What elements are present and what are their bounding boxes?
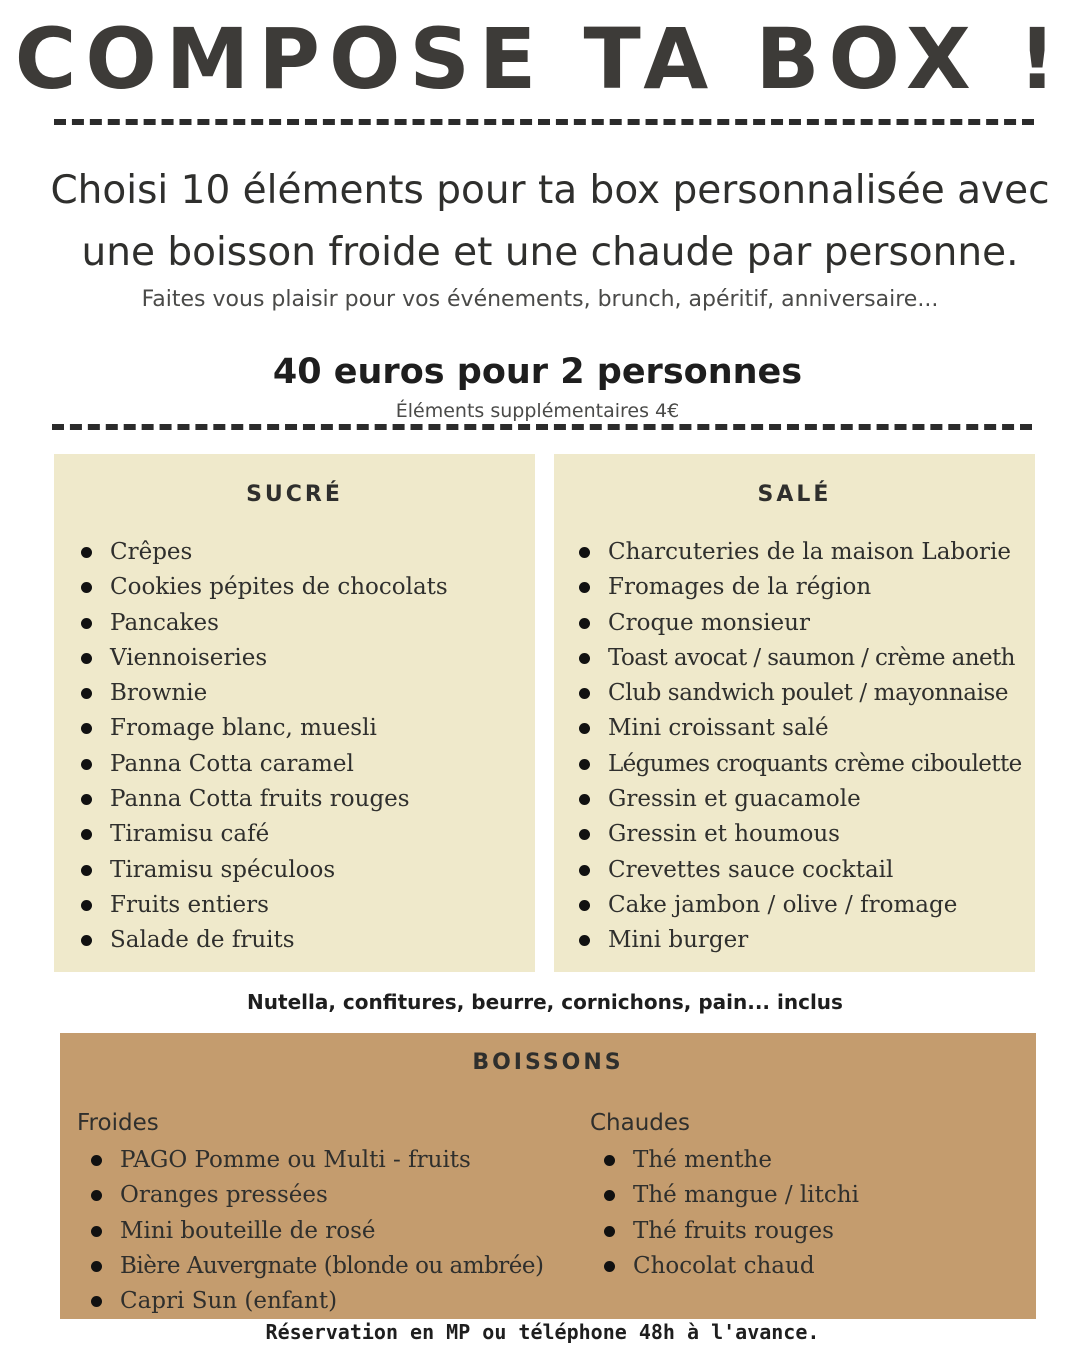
bullet-icon bbox=[91, 1296, 102, 1307]
bullet-icon bbox=[579, 865, 590, 876]
list-item: Viennoiseries bbox=[110, 641, 448, 676]
list-item: Salade de fruits bbox=[110, 923, 448, 958]
list-item: Capri Sun (enfant) bbox=[120, 1284, 544, 1319]
list-item: Gressin et guacamole bbox=[608, 782, 1022, 817]
sale-title: SALÉ bbox=[757, 482, 832, 507]
divider-price bbox=[52, 424, 1032, 430]
bullet-icon bbox=[579, 547, 590, 558]
price-heading: 40 euros pour 2 personnes bbox=[272, 352, 803, 392]
bullet-icon bbox=[81, 653, 92, 664]
list-item: Cookies pépites de chocolats bbox=[110, 570, 448, 605]
list-item: Thé menthe bbox=[633, 1143, 859, 1178]
bullet-icon bbox=[91, 1155, 102, 1166]
list-item: Mini croissant salé bbox=[608, 711, 1022, 746]
list-item: Panna Cotta fruits rouges bbox=[110, 782, 448, 817]
bullet-icon bbox=[81, 900, 92, 911]
list-item: Tiramisu spéculoos bbox=[110, 853, 448, 888]
list-item: Oranges pressées bbox=[120, 1178, 544, 1213]
sucre-panel bbox=[54, 454, 535, 972]
bullet-icon bbox=[579, 723, 590, 734]
bullet-icon bbox=[91, 1190, 102, 1201]
list-item: Bière Auvergnate (blonde ou ambrée) bbox=[120, 1249, 544, 1284]
bullet-icon bbox=[579, 829, 590, 840]
list-item: Toast avocat / saumon / crème aneth bbox=[608, 641, 1022, 676]
chaudes-title: Chaudes bbox=[590, 1110, 691, 1136]
boissons-panel bbox=[60, 1033, 1036, 1319]
sale-list bbox=[608, 535, 1022, 959]
list-item: Fromages de la région bbox=[608, 570, 1022, 605]
bullet-icon bbox=[579, 653, 590, 664]
bullet-icon bbox=[81, 935, 92, 946]
list-item: Tiramisu café bbox=[110, 817, 448, 852]
boissons-title: BOISSONS bbox=[472, 1050, 624, 1075]
bullet-icon bbox=[604, 1261, 615, 1272]
reservation-note: Réservation en MP ou téléphone 48h à l'avance. bbox=[265, 1320, 820, 1344]
sucre-title: SUCRÉ bbox=[246, 482, 343, 507]
list-item: Brownie bbox=[110, 676, 448, 711]
bullet-icon bbox=[579, 794, 590, 805]
list-item: Cake jambon / olive / fromage bbox=[608, 888, 1022, 923]
bullet-icon bbox=[81, 688, 92, 699]
froides-title: Froides bbox=[77, 1110, 159, 1136]
bullet-icon bbox=[81, 582, 92, 593]
bullet-icon bbox=[579, 582, 590, 593]
bullet-icon bbox=[604, 1226, 615, 1237]
list-item: Chocolat chaud bbox=[633, 1249, 859, 1284]
bullet-icon bbox=[81, 759, 92, 770]
bullet-icon bbox=[604, 1155, 615, 1166]
intro-text bbox=[10, 160, 1080, 284]
bullet-icon bbox=[81, 794, 92, 805]
bullet-icon bbox=[579, 688, 590, 699]
bullet-icon bbox=[81, 723, 92, 734]
list-item: Thé mangue / litchi bbox=[633, 1178, 859, 1213]
bullet-icon bbox=[81, 865, 92, 876]
page-title: COMPOSE TA BOX ! bbox=[14, 10, 1066, 108]
list-item: Légumes croquants crème ciboulette bbox=[608, 747, 1022, 782]
bullet-icon bbox=[81, 547, 92, 558]
bullet-icon bbox=[91, 1261, 102, 1272]
extra-items-price: Éléments supplémentaires 4€ bbox=[395, 400, 680, 422]
froides-list bbox=[120, 1143, 544, 1319]
list-item: Club sandwich poulet / mayonnaise bbox=[608, 676, 1022, 711]
intro-line-2: une boisson froide et une chaude par personne. bbox=[81, 230, 1019, 275]
bullet-icon bbox=[579, 935, 590, 946]
bullet-icon bbox=[579, 900, 590, 911]
list-item: PAGO Pomme ou Multi - fruits bbox=[120, 1143, 544, 1178]
included-note: Nutella, confitures, beurre, cornichons, pain... inclus bbox=[247, 990, 843, 1014]
intro-line-1: Choisi 10 éléments pour ta box personnalisée avec bbox=[50, 168, 1050, 213]
list-item: Gressin et houmous bbox=[608, 817, 1022, 852]
list-item: Mini bouteille de rosé bbox=[120, 1214, 544, 1249]
sucre-list bbox=[110, 535, 448, 959]
list-item: Mini burger bbox=[608, 923, 1022, 958]
bullet-icon bbox=[604, 1190, 615, 1201]
list-item: Croque monsieur bbox=[608, 606, 1022, 641]
list-item: Charcuteries de la maison Laborie bbox=[608, 535, 1022, 570]
intro-subtext: Faites vous plaisir pour vos événements, brunch, apéritif, anniversaire... bbox=[141, 287, 939, 312]
sale-panel bbox=[554, 454, 1035, 972]
bullet-icon bbox=[579, 759, 590, 770]
chaudes-list bbox=[633, 1143, 859, 1284]
list-item: Crevettes sauce cocktail bbox=[608, 853, 1022, 888]
list-item: Fromage blanc, muesli bbox=[110, 711, 448, 746]
bullet-icon bbox=[81, 618, 92, 629]
divider-top bbox=[54, 119, 1034, 125]
list-item: Fruits entiers bbox=[110, 888, 448, 923]
list-item: Crêpes bbox=[110, 535, 448, 570]
bullet-icon bbox=[91, 1226, 102, 1237]
bullet-icon bbox=[579, 618, 590, 629]
list-item: Pancakes bbox=[110, 606, 448, 641]
list-item: Thé fruits rouges bbox=[633, 1214, 859, 1249]
bullet-icon bbox=[81, 829, 92, 840]
list-item: Panna Cotta caramel bbox=[110, 747, 448, 782]
